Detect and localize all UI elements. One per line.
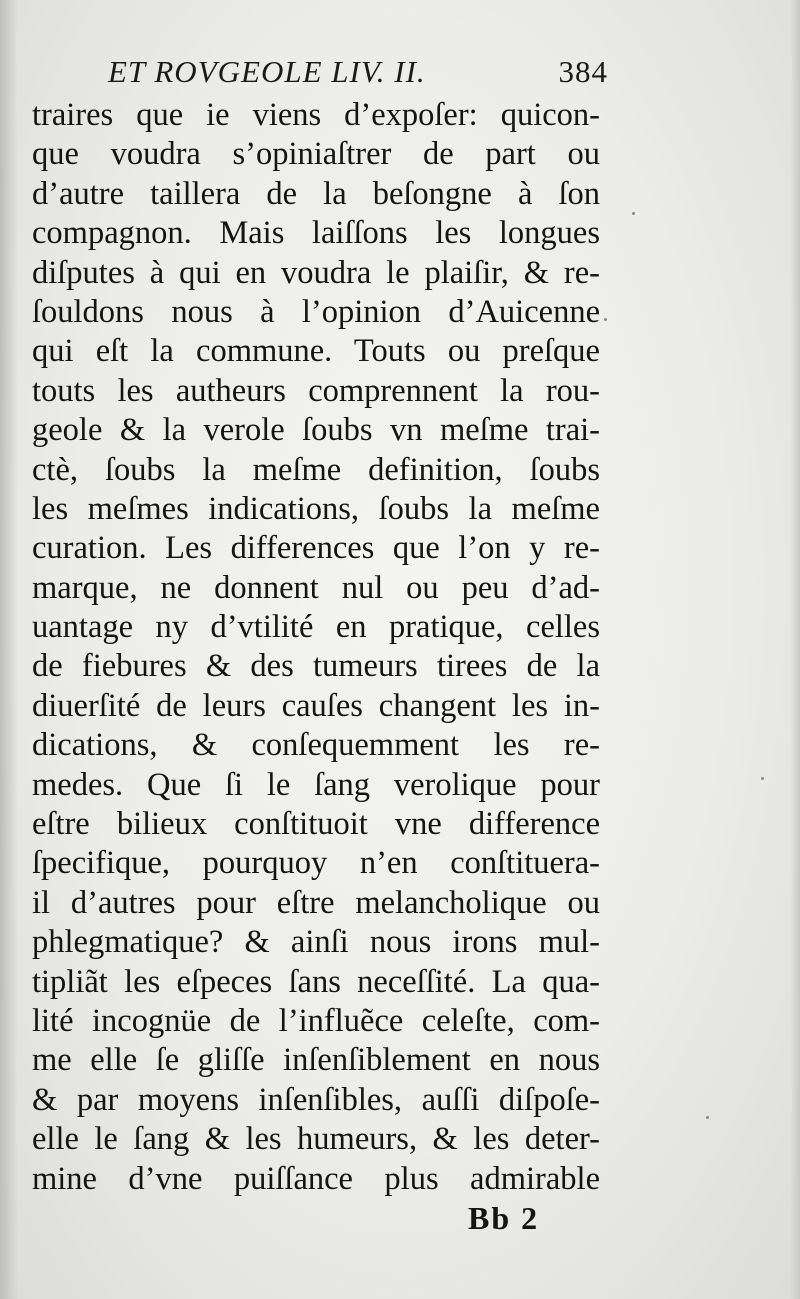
text-line: ſouldons nous à l’opinion d’Auicenne xyxy=(32,293,600,330)
paper-speck xyxy=(604,318,607,321)
text-line: ctè, ſoubs la meſme definition, ſoubs xyxy=(32,451,600,488)
paper-speck xyxy=(706,1116,709,1119)
body-text xyxy=(32,96,600,1199)
text-line: curation. Les differences que l’on y re- xyxy=(32,530,600,567)
text-line: diuerſité de leurs cauſes changent les in- xyxy=(32,687,600,724)
text-line: mine d’vne puiſſance plus admirable xyxy=(32,1160,600,1197)
text-line: compagnon. Mais laiſſons les longues xyxy=(32,215,600,252)
text-line: & par moyens inſenſibles, auſſi diſpoſe- xyxy=(32,1081,600,1118)
text-line: eſtre bilieux conſtituoit vne difference xyxy=(32,806,600,843)
text-line: de fiebures & des tumeurs tirees de la xyxy=(32,648,600,685)
text-line: qui eſt la commune. Touts ou preſque xyxy=(32,333,600,370)
text-line: dications, & conſequemment les re- xyxy=(32,727,600,764)
text-line: geole & la verole ſoubs vn meſme trai- xyxy=(32,412,600,449)
text-line: diſputes à qui en voudra le plaiſir, & re- xyxy=(32,254,600,291)
text-line: d’autre taillera de la beſongne à ſon xyxy=(32,175,600,212)
text-line: uantage ny d’vtilité en pratique, celles xyxy=(32,609,600,646)
text-line: me elle ſe gliſſe inſenſiblement en nous xyxy=(32,1042,600,1079)
text-line: elle le ſang & les humeurs, & les deter- xyxy=(32,1121,600,1158)
running-title: ET ROVGEOLE LIV. II. xyxy=(108,54,426,89)
signature-mark: Bb 2 xyxy=(468,1200,540,1236)
text-line: touts les autheurs comprennent la rou- xyxy=(32,372,600,409)
text-line: que voudra s’opiniaſtrer de part ou xyxy=(32,136,600,173)
page-number: 384 xyxy=(558,54,608,89)
text-line: les meſmes indications, ſoubs la meſme xyxy=(32,490,600,527)
page-edge-shadow-right xyxy=(790,0,800,1299)
text-line: medes. Que ſi le ſang verolique pour xyxy=(32,766,600,803)
text-line: il d’autres pour eſtre melancholique ou xyxy=(32,884,600,921)
text-line: marque, ne donnent nul ou peu d’ad- xyxy=(32,569,600,606)
text-line: ſpecifique, pourquoy n’en conſtituera- xyxy=(32,845,600,882)
text-line: tipliãt les eſpeces ſans neceſſité. La qua- xyxy=(32,963,600,1000)
paper-speck xyxy=(632,212,635,215)
text-line: phlegmatique? & ainſi nous irons mul- xyxy=(32,924,600,961)
paper-speck xyxy=(761,777,764,780)
text-line: lité incognüe de l’influẽce celeſte, com- xyxy=(32,1002,600,1039)
page-header xyxy=(108,54,608,98)
page-edge-shadow-left xyxy=(0,0,18,1299)
text-line: traires que ie viens d’expoſer: quicon- xyxy=(32,97,600,133)
